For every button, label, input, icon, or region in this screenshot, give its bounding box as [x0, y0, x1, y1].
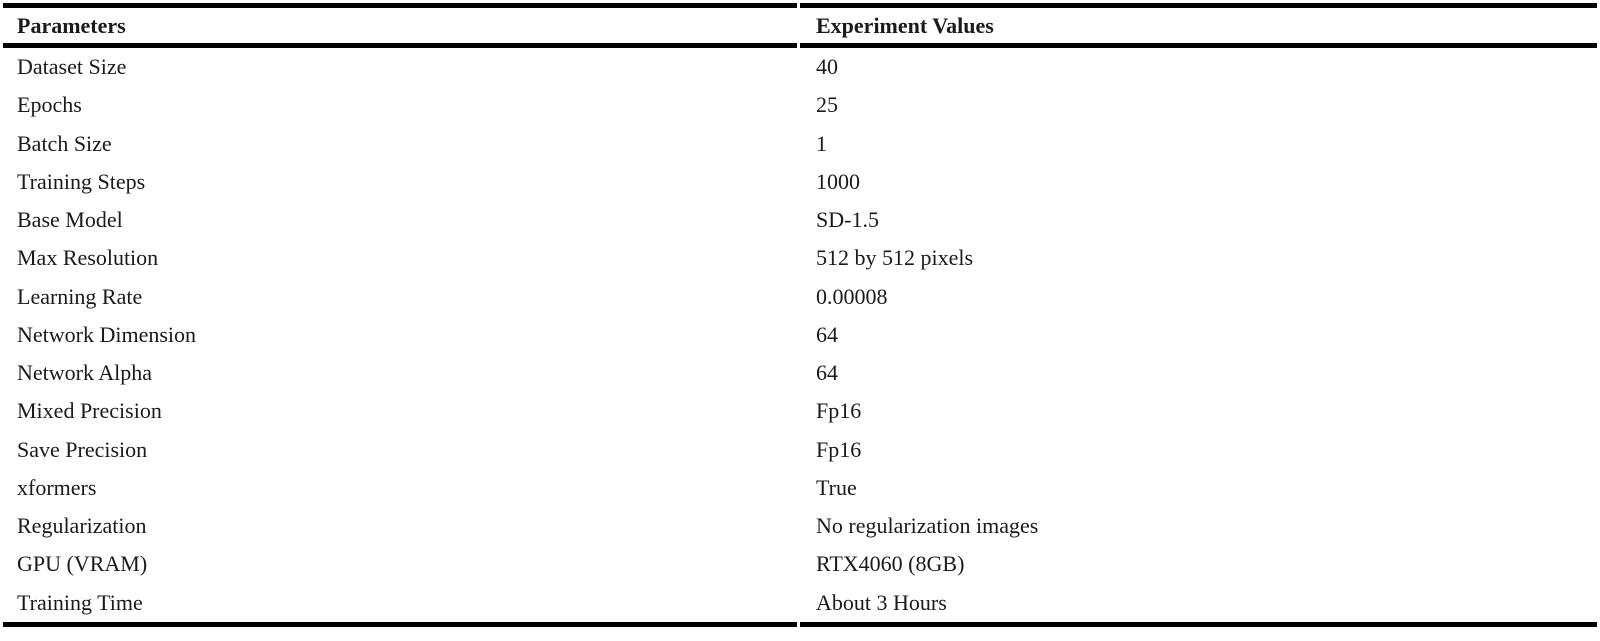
value-cell: 25 — [816, 92, 838, 118]
param-cell: Mixed Precision — [17, 398, 162, 424]
table-row — [3, 201, 1597, 239]
table-row — [3, 239, 1597, 277]
value-cell: True — [816, 474, 857, 500]
param-cell: Regularization — [17, 513, 147, 539]
table-row — [3, 316, 1597, 354]
param-cell: Learning Rate — [17, 283, 143, 309]
value-cell: No regularization images — [816, 513, 1039, 539]
value-cell: 0.00008 — [816, 283, 888, 309]
table-body — [3, 48, 1597, 627]
value-cell: 64 — [816, 360, 838, 386]
param-cell: Epochs — [17, 92, 82, 118]
header-row — [3, 3, 1597, 48]
table-row — [3, 584, 1597, 627]
value-cell: 1 — [816, 130, 827, 156]
value-cell: 40 — [816, 54, 838, 80]
table-row — [3, 545, 1597, 583]
param-cell: Dataset Size — [17, 54, 127, 80]
table-row — [3, 125, 1597, 163]
experiment-parameters-table — [0, 3, 1600, 627]
table-row — [3, 278, 1597, 316]
param-cell: Max Resolution — [17, 245, 159, 271]
table-header — [3, 3, 1597, 48]
table-row — [3, 507, 1597, 545]
value-cell: 64 — [816, 321, 838, 347]
param-cell: Training Time — [3, 584, 797, 627]
column-header-parameters: Parameters — [3, 3, 797, 48]
table-row — [3, 469, 1597, 507]
value-cell: Fp16 — [816, 398, 862, 424]
table-row — [3, 431, 1597, 469]
value-cell: 512 by 512 pixels — [816, 245, 974, 271]
table-row — [3, 86, 1597, 124]
column-header-experiment-values: Experiment Values — [800, 3, 1597, 48]
value-cell: Fp16 — [816, 436, 862, 462]
value-cell: 1000 — [816, 168, 860, 194]
param-cell: xformers — [17, 474, 97, 500]
param-cell: Save Precision — [17, 436, 148, 462]
param-cell: GPU (VRAM) — [17, 551, 148, 577]
table-row — [3, 392, 1597, 430]
value-cell: RTX4060 (8GB) — [816, 551, 965, 577]
param-cell: Network Dimension — [17, 321, 197, 347]
table-row — [3, 48, 1597, 86]
value-cell: SD-1.5 — [816, 207, 879, 233]
table-row — [3, 163, 1597, 201]
param-cell: Network Alpha — [17, 360, 153, 386]
table-row — [3, 354, 1597, 392]
param-cell: Training Steps — [17, 168, 146, 194]
param-cell: Batch Size — [17, 130, 112, 156]
param-cell: Base Model — [17, 207, 123, 233]
value-cell: About 3 Hours — [800, 584, 1597, 627]
